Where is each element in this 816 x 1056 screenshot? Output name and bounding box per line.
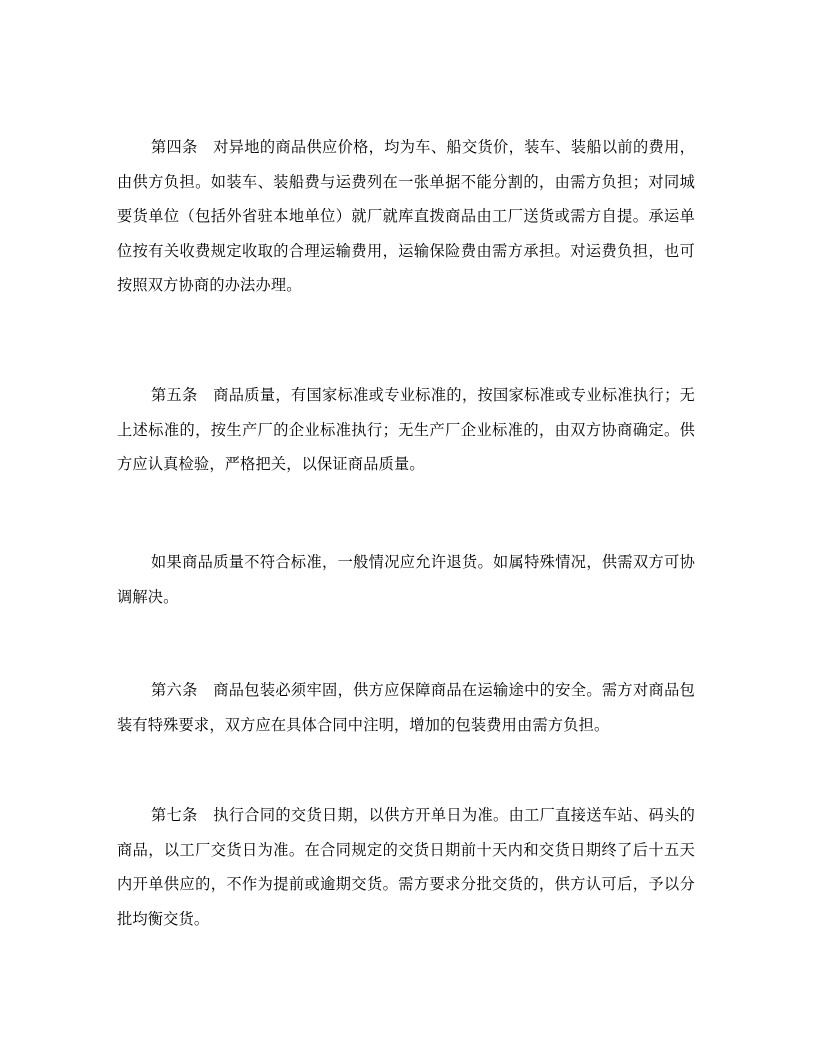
article-7-paragraph: 第七条 执行合同的交货日期，以供方开单日为准。由工厂直接送车站、码头的商品，以工厂交货日为准。在合同规定的交货日期前十天内和交货日期终了后十五天内开单供应的，不作为提前或逾期交货。需方要求分批交货的，供方认可后，予以分批均衡交货。 — [117, 806, 695, 928]
article-6-paragraph: 第六条 商品包装必须牢固，供方应保障商品在运输途中的安全。需方对商品包装有特殊要求，双方应在具体合同中注明，增加的包装费用由需方负担。 — [117, 681, 695, 734]
article-5-supplement-paragraph: 如果商品质量不符合标准，一般情况应允许退货。如属特殊情况，供需双方可协调解决。 — [117, 553, 695, 606]
article-4-paragraph: 第四条 对异地的商品供应价格，均为车、船交货价，装车、装船以前的费用，由供方负担。如装车、装船费与运费列在一张单据不能分割的，由需方负担；对同城要货单位（包括外省驻本地单位）就厂就库直拨商品由工厂送货或需方自提。承运单位按有关收费规定收取的合理运输费用，运输保险费由需方承担。对运费负担，也可按照双方协商的办法办理。 — [117, 138, 695, 294]
article-5-paragraph: 第五条 商品质量，有国家标准或专业标准的，按国家标准或专业标准执行；无上述标准的，按生产厂的企业标准执行；无生产厂企业标准的，由双方协商确定。供方应认真检验，严格把关，以保证商品质量。 — [117, 386, 695, 473]
